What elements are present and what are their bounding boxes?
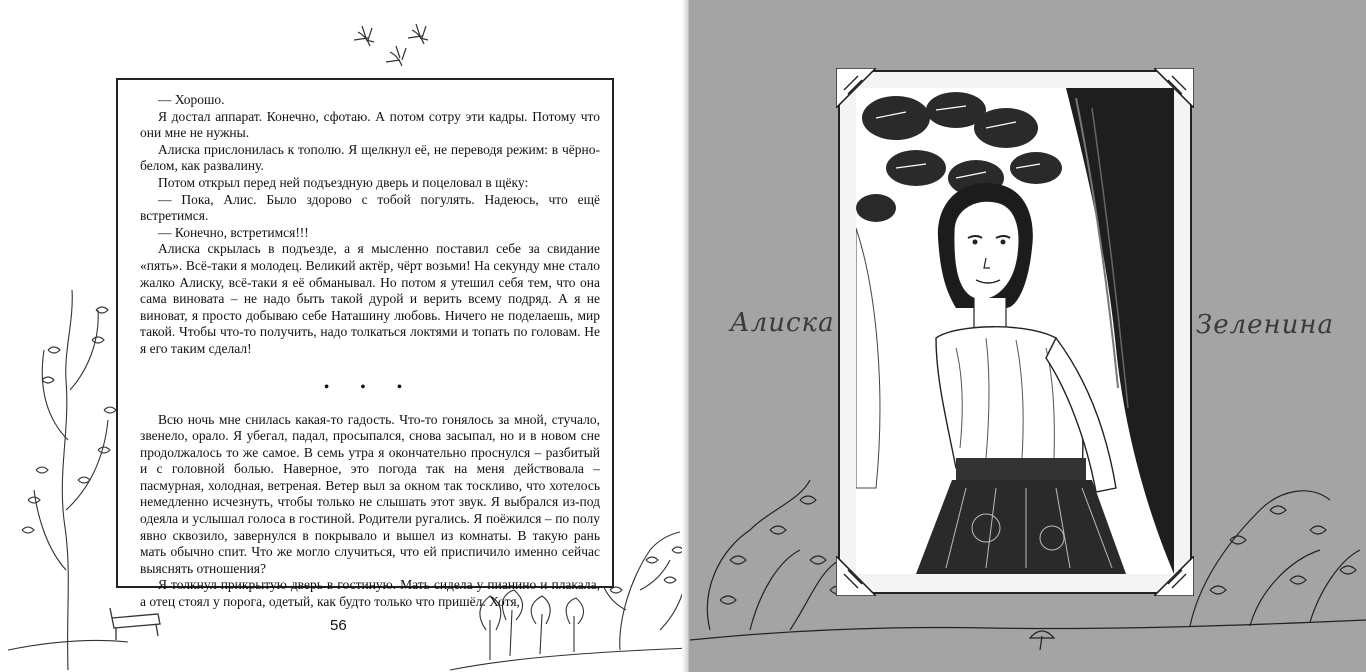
page-number: 56: [330, 617, 347, 634]
character-first-name: Алиска: [730, 308, 835, 338]
paragraph: Я достал аппарат. Конечно, сфотаю. А потом сотру эти кадры. Потому что они мне не нужны.: [140, 108, 600, 141]
section-separator: • • •: [324, 379, 416, 395]
bench-icon: [108, 606, 168, 642]
character-last-name: Зеленина: [1196, 310, 1335, 340]
paragraph: — Конечно, встретимся!!!: [158, 224, 309, 240]
photo-corner-icon: [1154, 68, 1194, 108]
paragraph: Всю ночь мне снилась какая-то гадость. Что-то гонялось за мной, стучало, звенело, орало. Я убегал, падал, просыпался, снова засыпал, но и в новом сне продолжалось то же самое. В семь утра я окончательно проснулся – разбитый и с головной болью. Наверное, это погода так на меня действовала – пасмурная, холодная, ветреная. Ветер выл за окном так тоскливо, что хотелось немедленно исчезнуть, чтобы только не слышать этот звук. Я выбрался из-под одеяла и услышал голоса в гостиной. Родители ругались. Я поёжился – по полу явно сквозило, завернулся в покрывало и вышел из комнаты. В такую рань мать обычно спит. Что же могло случиться, что ей приспичило именно сейчас выяснять отношения?: [140, 411, 600, 576]
photo-corner-icon: [836, 556, 876, 596]
character-portrait: [856, 88, 1174, 574]
paragraph: Я толкнул прикрытую дверь в гостиную. Мать сидела у пианино и плакала, а отец стоял у порога, одетый, как будто только что пришёл. Хотя,: [140, 577, 600, 610]
photo-corner-icon: [836, 68, 876, 108]
paragraph: — Хорошо.: [158, 92, 225, 107]
photo-corner-icon: [1154, 556, 1194, 596]
paragraph: Потом открыл перед ней подъездную дверь и поцеловал в щёку:: [158, 174, 529, 190]
paragraph: — Пока, Алис. Было здорово с тобой погулять. Надеюсь, что ещё встретимся.: [140, 191, 600, 224]
paragraph: Алиска прислонилась к тополю. Я щелкнул её, не переводя режим: в чёрно-белом, как развалину.: [140, 141, 600, 174]
text-box: [116, 78, 614, 610]
portrait-drawing-icon: [856, 88, 1174, 574]
paragraph: Алиска скрылась в подъезде, а я мысленно поставил себе за свидание «пять». Всё-таки я молодец. Великий актёр, чёрт возьми! На секунду мне стало жалко Алиску, всё-таки я её обманывал. Но потом я утешил себя тем, что она сама виновата – не надо быть такой дурой и верить всему подряд. А я не виноват, я просто добываю себе Наташину любовь. Ничего не поделаешь, мир такой. Чтобы что-то получить, надо толкаться локтями и топать по головам. Не я его таким сделал!: [140, 241, 600, 356]
leaves-decoration-icon: [350, 22, 440, 72]
